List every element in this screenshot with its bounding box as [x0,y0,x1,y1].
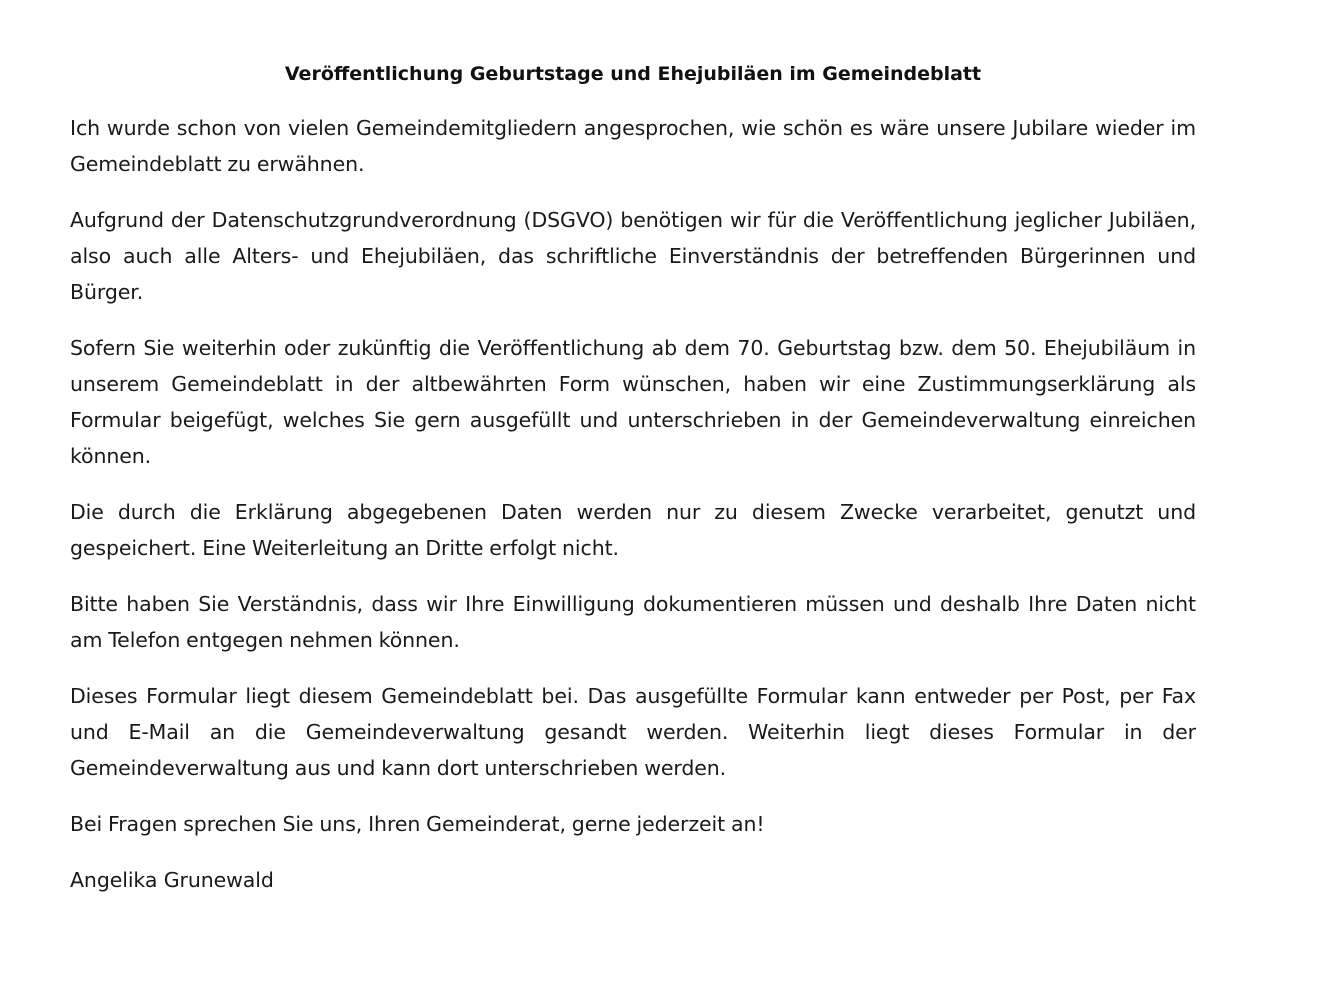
paragraph-documentation: Bitte haben Sie Verständnis, dass wir Ihre Einwilligung dokumentieren müssen und deshalb Ihre Daten nicht am Telefon entgegen nehmen können. [70,592,1196,652]
paragraph-consent-form: Sofern Sie weiterhin oder zukünftig die Veröffentlichung ab dem 70. Geburtstag bzw. dem 50. Ehejubiläum in unserem Gemeindeblatt in der altbewährten Form wünschen, haben wir eine Zustimmungserklärung als Formular beigefügt, welches Sie gern ausgefüllt und unterschrieben in der Gemeindeverwaltung einreichen können. [70,336,1196,468]
paragraph-questions: Bei Fragen sprechen Sie uns, Ihren Gemeinderat, gerne jederzeit an! [70,812,765,836]
paragraph-dsgvo: Aufgrund der Datenschutzgrundverordnung (DSGVO) benötigen wir für die Veröffentlichung jeglicher Jubiläen, also auch alle Alters- und Ehejubiläen, das schriftliche Einverständnis der betreffenden Bürgerinnen und Bürger. [70,208,1196,304]
document-title: Veröffentlichung Geburtstage und Ehejubiläen im Gemeindeblatt [284,63,982,85]
document-page [70,54,1196,898]
signature-name: Angelika Grunewald [70,868,274,892]
paragraph-submission: Dieses Formular liegt diesem Gemeindeblatt bei. Das ausgefüllte Formular kann entweder per Post, per Fax und E-Mail an die Gemeindeverwaltung gesandt werden. Weiterhin liegt dieses Formular in der Gemeindeverwaltung aus und kann dort unterschrieben werden. [70,684,1196,780]
paragraph-data-usage: Die durch die Erklärung abgegebenen Daten werden nur zu diesem Zwecke verarbeitet, genutzt und gespeichert. Eine Weiterleitung an Dritte erfolgt nicht. [70,500,1196,560]
paragraph-intro: Ich wurde schon von vielen Gemeindemitgliedern angesprochen, wie schön es wäre unsere Jubilare wieder im Gemeindeblatt zu erwähnen. [70,116,1196,176]
